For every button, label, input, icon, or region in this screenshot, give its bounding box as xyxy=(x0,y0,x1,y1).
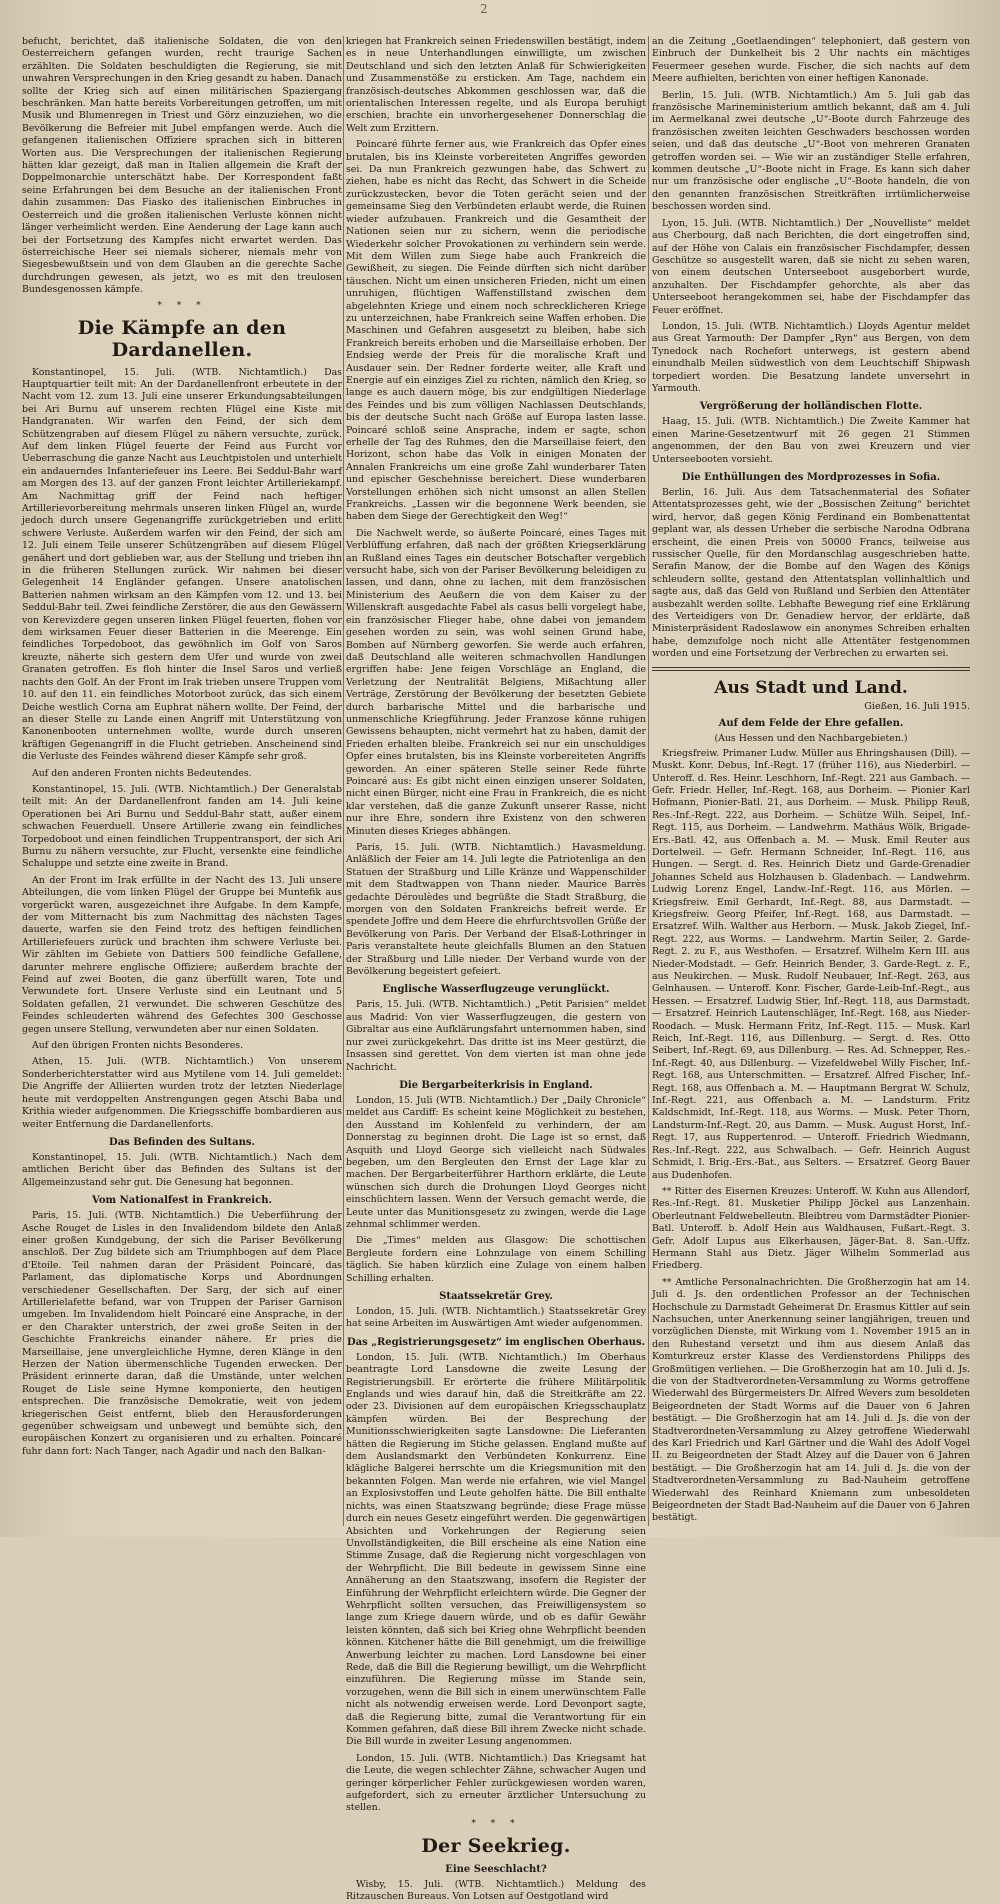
headline-sultan: Das Befinden des Sultans. xyxy=(109,1136,255,1148)
article-paragraph: London, 15. Juli. (WTB. Nichtamtlich.) Lloyds Agentur meldet aus Great Yarmouth: Der Dampfer „Ryn“ aus Bergen, von dem Tynedock nach Rochefort unterwegs, ist gestern abend einundhalb Meilen südwestlich von dem Leuchtschiff Shipwash torpediert worden. Die Besatzung landete unversehrt in Yarmouth. xyxy=(652,320,970,394)
subheadline-seeschlacht: Eine Seeschlacht? xyxy=(445,1863,547,1875)
article-paragraph: an die Zeitung „Goetlaendingen“ telephoniert, daß gestern von Einbruch der Dunkelheit bis 2 Uhr nachts ein mächtiges Feuermeer gesehen wurde. Fischer, die sich nachts auf dem Meere aufhielten, berichten von einer heftigen Kanonade. xyxy=(652,36,970,85)
article-paragraph: Berlin, 15. Juli. (WTB. Nichtamtlich.) Am 5. Juli gab das französische Marineministerium amtlich bekannt, daß am 4. Juli im Aermelkanal zwei deutsche „U“-Boote durch Fahrzeuge des französischen zweiten leichten Geschwaders beschossen worden seien, und daß das deutsche „U“-Boot von mehreren Granaten getroffen worden sei. — Wie wir an zuständiger Stelle erfahren, kommen deutsche „U“-Boote nicht in Frage. Es kann sich daher nur um französische oder englische „U“-Boote handeln, die von den genannten französischen Streitkräften irrtümlicherweise beschossen worden sind. xyxy=(652,89,970,213)
article-paragraph: Paris, 15. Juli. (WTB. Nichtamtlich.) Die Ueberführung der Asche Rouget de Lisles in den Invalidendom bildete den Anlaß einer großen Kundgebung, der sich die Pariser Bevölkerung anschloß. Der Zug bildete sich am Triumphbogen auf dem Place d'Etoile. Teil nahmen daran der Präsident Poincaré, das Parlament, das diplomatische Korps und Abordnungen verschiedener Gesellschaften. Der Sarg, der sich auf einer Artillerielafette befand, war von Truppen der Pariser Garnison umgeben. Im Invalidendom hielt Poincaré eine Ansprache, in der er den Charakter unterstrich, der zwei große Seiten in der Geschichte Frankreichs einander nähere. Er pries die Marseillaise, jene unvergleichliche Hymne, deren Klänge in den Herzen der Nation übermenschliche Tugenden erwecken. Der Präsident erinnerte daran, daß die Umstände, unter welchen Rouget de Lisle seine Hymne komponierte, den heutigen entsprechen. Die französische Demokratie, weit von jedem kriegerischen Geist entfernt, blieb den Herausforderungen gegenüber schweigsam und unbewegt und bemühte sich, den europäischen Konzert zu organisieren und zu erhalten. Poincaré fuhr dann fort: Nach Tanger, nach Agadir und nach den Balkan- xyxy=(22,1210,342,1457)
article-paragraph: Auf den anderen Fronten nichts Bedeutendes. xyxy=(32,767,252,779)
article-paragraph: London, 15. Juli (WTB. Nichtamtlich.) Der „Daily Chronicle“ meldet aus Cardiff: Es scheint keine Möglichkeit zu bestehen, den Ausstand im Kohlenfeld zu verhindern, der am Donnerstag zu beginnen droht. Die Lage ist so ernst, daß Asquith und Lloyd George sich vielleicht nach Südwales begeben, um den Bergleuten den Ernst der Lage klar zu machen. Der Bergarbeiterführer Harthorn erklärte, die Leute wünschen sich durch die Drohungen Lloyd Georges nicht einschüchtern lassen. Wenn der Versuch gemacht werde, die Leute unter das Munitionsgesetz zu zwingen, werde die Lage zehnmal schlimmer werden. xyxy=(346,1094,646,1230)
column-divider xyxy=(648,36,649,1526)
article-paragraph: London, 15. Juli. (WTB. Nichtamtlich.) Im Oberhaus beantragte Lord Lansdowne die zweite Lesung der Registrierungsbill. Er erörterte die frühere Militärpolitik Englands und wies darauf hin, daß die Streitkräfte am 22. oder 23. Divisionen auf dem europäischen Kriegsschauplatz kämpfen würden. Bei der Besprechung der Munitionsschwierigkeiten sagte Lansdowne: Die Lieferanten hätten die Regierung im Stiche gelassen. England mußte auf dem Auslandsmarkt den Verbündeten Konkurrenz. Eine klägliche Balgerei herrschte um die Kriegsmunition mit den bekannten Folgen. Man werde nie erfahren, wie viel Mangel an Explosivstoffen und Leute geholfen hätte. Die Bill enthalte nichts, was einen Staatszwang begründe; diese Frage müsse durch ein neues Gesetz eingeführt werden. Die gegenwärtigen Absichten und Vorkehrungen der Regierung seien Unvollständigkeiten, die Bill erscheine als eine Nation eine Stimme Zusage, daß die Regierung nicht vorgeschlagen von der Wehrpflicht. Die Bill bedeute in gewissem Sinne eine Annäherung an den Staatszwang, insofern die Register der Einführung der Wehrpflicht erleichtern würde. Die Gegner der Wehrpflicht sollten versuchen, das Freiwilligensystem so lange zum Kriege dauern würde, und ob es dafür Gewähr leisten könnten, daß sich bei Krieg ohne Wehrpflicht beenden können. Kitchener hätte die Bill genehmigt, um die freiwillige Anwerbung leichter zu machen. Lord Lansdowne bei einer Rede, daß die Bill die Regierung bewilligt, um die Wehrpflicht einzuführen. Die Regierung müsse im Stande sein, vorzugehen, wenn die Bill sich in einem unerwünschtem Falle nicht als notwendig erweisen werde. Lord Devonport sagte, daß die Regierung bitte, zumal die Verantwortung für ein Kommen gefahren, daß diese Bill ihrem Zwecke nicht schade. Die Bill wurde in zweiter Lesung angenommen. xyxy=(346,1351,646,1748)
article-paragraph: Die Nachwelt werde, so äußerte Poincaré, eines Tages mit Verblüffung erfahren, daß nach der größten Kriegserklärung an Rußland eines Tages ein deutscher Botschafter vergeblich versucht habe, sich von der Pariser Bevölkerung beleidigen zu lassen, und dann, ohne zu lachen, mit dem französischen Ministerium des Aeußern die von dem Kaiser zu der Willenskraft ausgedachte Fabel als casus belli vorgelegt habe, ein französischer Flieger habe, ohne dabei von jemandem gesehen worden zu sein, was wohl seinen Grund habe, Bomben auf Nürnberg geworfen. Sie werde auch erfahren, daß Deutschland alle weiteren schmachvollen Handlungen ergriffen habe: Jene feigen Vorschläge an England, die Verletzung der Neutralität Belgiens, Mißachtung aller Verträge, Zerstörung der Bevölkerung der besetzten Gebiete durch barbarische Mittel und die barbarische und unmenschliche Kriegführung. Jeder Franzose könne ruhigen Gewissens behaupten, nicht vermehrt hat zu haben, damit der Frieden erhalten bleibe. Frankreich sei nur ein unschuldiges Opfer eines brutalsten, bis ins Kleinste vorbereiteten Angriffs geworden. An einer späteren Stelle seiner Rede führte Poincaré aus: Es gibt nicht einen einzigen unserer Soldaten, nicht einen Bürger, nicht eine Frau in Frankreich, die es nicht klar verstehen, daß die ganze Zukunft unserer Rasse, nicht nur ihre Ehre, sondern ihre Existenz von den schweren Minuten dieses Krieges abhängen. xyxy=(346,527,646,837)
headline-grey: Staatssekretär Grey. xyxy=(439,1291,553,1302)
headline-seekrieg: Der Seekrieg. xyxy=(421,1834,571,1857)
article-paragraph: Konstantinopel, 15. Juli. (WTB. Nichtamtlich.) Das Hauptquartier teilt mit: An der Dardanellenfront erbeutete in der Nacht vom 12. zum 13. Juli eine unserer Erkundungsabteilungen bei Ari Burnu auf unserem rechten Flügel eine Kiste mit Handgranaten. Wir warfen den Feind, der sich dem Schützengraben auf diesem Flügel zu nähern versuchte, zurück. Auf dem linken Flügel feuerte der Feind aus Furcht vor Ueberraschung die ganze Nacht aus Leuchtpistolen und unterhielt ein andauerndes Infanteriefeuer ins Leere. Bei Seddul-Bahr warf am Morgen des 13. auf der ganzen Front leichter Artilleriekampf. Am Nachmittag griff der Feind nach heftiger Artillerievorbereitung mehrmals unseren linken Flügel an, wurde jedoch durch unsere Gegenangriffe zurückgetrieben und erlitt schwere Verluste. Außerdem warfen wir den Feind, der sich am 12. Juli einem Teile unserer Schützengräben auf diesem Flügel genähert und dort geblieben war, aus der Stellung und trieben ihn in die früheren Stellungen zurück. Wir nahmen bei dieser Gelegenheit 14 Engländer gefangen. Unsere anatolischen Batterien nahmen wirksam an den Kämpfen vom 12. und 13. bei Seddul-Bahr teil. Zwei feindliche Zerstörer, die aus den Gewässern von Kerevizdere gegen unseren linken Flügel feuerten, flohen vor dem wirksamen Feuer dieser Batterien in die Meerenge. Ein feindliches Torpedoboot, das gewöhnlich im Golf von Saros kreuzte, näherte sich gestern dem Ufer und wurde von zwei Granaten getroffen. Es floh hinter die Insel Saros und verließ nachts den Golf. An der Front im Irak trieben unsere Truppen vom 10. auf den 11. ein feindliches Motorboot zurück, das sich einem Deiche westlich Corna am Euphrat nähern wollte. Der Feind, der an dieser Stelle zu Lande einen Angriff mit Unterstützung von Kanonenbooten unternehmen wollte, wurde durch unseren kräftigen Gegenangriff in die Flucht getrieben. Anscheinend sind die Verluste des Feindes während dieser Kämpfe sehr groß. xyxy=(22,366,342,763)
article-paragraph: Paris, 15. Juli. (WTB. Nichtamtlich.) Havasmeldung. Anläßlich der Feier am 14. Juli legte die Patriotenliga an den Statuen der Straßburg und Lille Kränze und Wappenschilder mit dem Stadtwappen von Thann nieder. Maurice Barrès gedachte Déroulèdes und begrüßte die Stadt Straßburg, die morgen von den Soldaten Frankreichs befreit werde. Er spendete Joffre und dem Heere die ehrfurchtsvollen Grüße der Bevölkerung von Paris. Der Verband der Elsaß-Lothringer in Paris veranstaltete heute gleichfalls Blumen an den Statuen der Straßburg und Lille nieder. Der Verband wurde von der Bevölkerung begeistert gefeiert. xyxy=(346,842,646,978)
casualty-list: Kriegsfreiw. Primaner Ludw. Müller aus Ehringshausen (Dill). — Muskt. Konr. Debus, Inf.-Regt. 17 (früher 116), aus Niederbirl. — Unteroff. d. Res. Heinr. Leschhorn, Inf.-Regt. 221 aus Gambach. — Gefr. Friedr. Heller, Inf.-Regt. 168, aus Dorheim. — Pionier Karl Hofmann, Pionier-Batl. 21, aus Dorheim. — Musk. Philipp Reuß, Res.-Inf.-Regt. 222, aus Dorheim. — Schütze Wilh. Seipel, Inf.-Regt. 115, aus Dorheim. — Landwehrm. Mathäus Wölk, Brigade-Ers.-Batl. 42, aus Offenbach a. M. — Musk. Emil Reuter aus Dortelweil. — Gefr. Hermann Schneider, Inf.-Regt. 116, aus Hungen. — Sergt. d. Res. Heinrich Dietz und Garde-Grenadier Johannes Scheld aus Holzhausen b. Gladenbach. — Landwehrm. Ludwig Lorenz Engel, Landw.-Inf.-Regt. 116, aus Mörlen. — Kriegsfreiw. Emil Gerhardt, Inf.-Regt. 88, aus Darmstadt. — Kriegsfreiw. Georg Pfeifer, Inf.-Regt. 168, aus Darmstadt. — Ersatzref. Wilh. Walther aus Herborn. — Musk. Jakob Ziegel, Inf.-Regt. 222, aus Worms. — Landwehrm. Martin Seiler, 2. Garde-Regt. 2. zu F., aus Westhofen. — Ersatzref. Wilhelm Kern III. aus Nieder-Modstadt. — Gefr. Heinrich Bender, 3. Garde-Regt. z. F., aus Neukirchen. — Musk. Rudolf Neubauer, Inf.-Regt. 263, aus Gelnhausen. — Unteroff. Konr. Fischer, Garde-Leib-Inf.-Regt., aus Hessen. — Ersatzref. Ludwig Stier, Inf.-Regt. 118, aus Darmstadt. — Ersatzref. Heinrich Lautenschläger, Inf.-Regt. 168, aus Nieder-Roodach. — Musk. Hermann Fritz, Inf.-Regt. 115. — Musk. Karl Reich, Inf.-Regt. 116, aus Dillenburg. — Sergt. d. Res. Otto Seibert, Inf.-Regt. 69, aus Dillenburg. — Res. Ad. Schnepper, Res.-Inf.-Regt. 40, aus Dillenburg. — Vizefeldwebel Willy Fischer, Inf.-Regt. 168, aus Unterschmitten. — Ersatzref. Alfred Fischer, Inf.-Regt. 168, aus Offenbach a. M. — Hauptmann Bergrat W. Schulz, Inf.-Regt. 221, aus Offenbach a. M. — Landsturm. Fritz Kaldschmidt, Inf.-Regt. 118, aus Worms. — Musk. Peter Thorn, Landsturm-Inf.-Regt. 20, aus Damm. — Musk. August Horst, Inf.-Regt. 17, aus Ruppertenrod. — Unteroff. Friedrich Wiedmann, Res.-Inf.-Regt. 222, aus Schwalbach. — Gefr. Heinrich August Schmidt, I. Brig.-Ers.-Bat., aus Selters. — Ersatzref. Georg Bauer aus Dudenhofen. xyxy=(652,747,970,1181)
article-paragraph: London, 15. Juli. (WTB. Nichtamtlich.) Staatssekretär Grey hat seine Arbeiten im Auswärtigen Amt wieder aufgenommen. xyxy=(346,1306,646,1330)
section-title: Aus Stadt und Land. xyxy=(714,677,908,698)
subheadline: (Aus Hessen und den Nachbargebieten.) xyxy=(714,732,908,744)
column-left xyxy=(22,36,342,1526)
headline-wasserflugzeuge: Englische Wasserflugzeuge verunglückt. xyxy=(382,984,610,996)
headline-sofia: Die Enthüllungen des Mordprozesses in Sofia. xyxy=(681,472,941,483)
separator-stars: * * * xyxy=(157,300,207,311)
article-paragraph: Haag, 15. Juli. (WTB. Nichtamtlich.) Die Zweite Kammer hat einen Marine-Gesetzentwurf mit 26 gegen 21 Stimmen angenommen, der den Bau von zwei Kreuzern und vier Unterseebooten vorsieht. xyxy=(652,416,970,465)
article-paragraph: Poincaré führte ferner aus, wie Frankreich das Opfer eines brutalen, bis ins Kleinste vorbereiteten Angriffes geworden sei. Da nun Frankreich gezwungen habe, das Schwert zu ziehen, habe es nicht das Recht, das Schwert in die Scheide zurückzustecken, bevor die Toten gerächt seien und der gemeinsame Sieg den Verbündeten erlaubt werde, die Ruinen wieder aufzubauen. Frankreich und die Gesamtheit der Nationen seien nur zu sichern, wenn die periodische Wiederkehr solcher Provokationen zu verhindern sein werde. Mit dem Willen zum Siege habe auch Frankreich die Gewißheit, zu siegen. Die Feinde dürften sich nicht darüber täuschen. Nicht um einen unsicheren Frieden, nicht um einen unruhigen, flüchtigen Waffenstillstand zwischen dem abgelehnten Kriege und einem noch schrecklicheren Kriege zu unterzeichnen, habe Frankreich seine Waffen erhoben. Die Maschinen und Gefahren ausgesetzt zu bleiben, habe sich Frankreich bereits erhoben und die Marseillaise erhoben. Der Endsieg werde der Preis für die moralische Kraft und Ausdauer sein. Der Redner forderte weiter, alle Kraft und Energie auf ein einziges Ziel zu richten, nämlich den Krieg, so lange es auch dauern möge, bis zur endgültigen Niederlage des Feindes und bis zum völligen Nachlassen Deutschlands, bis der deutsche Sucht nach Größe auf Europa lasten lasse. Poincaré schloß seine Ansprache, indem er sagte, schon erhelle der Tag des Ruhmes, den die Marseillaise feiert, den Horizont, schon habe das Volk in einigen Monaten der Annalen Frankreichs um eine große Zahl wunderbarer Taten und epischer Geschehnisse bereichert. Diese wunderbaren Vorstellungen erhöhen sich nicht umsonst an allen Stellen Frankreichs. „Lassen wir die begonnene Werk beenden, sie haben dem Siege der Gerechtigkeit den Weg!“ xyxy=(346,139,646,523)
separator-stars: * * * xyxy=(471,1818,521,1829)
article-continuation: befucht, berichtet, daß italienische Soldaten, die von den Oesterreichern gefangen wurden, recht traurige Sachen erzählten. Die Soldaten beschuldigten die Regierung, sie mit unwahren Versprechungen in den Krieg gesandt zu haben. Danach sollte der Krieg sich auf einen militärischen Spaziergang beschränken. Man hatte bereits Vorbereitungen getroffen, um mit Musik und Blumenregen in Triest und Görz einzuziehen, wo die Bevölkerung die Befreier mit Jubel empfangen werde. Auch die gefangenen italienischen Offiziere sprachen sich in bitteren Worten aus. Die Versprechungen der italienischen Regierung hätten klar gezeigt, daß man in Italien allgemein die Kraft der Doppelmonarchie unterschätzt habe. Der Korrespondent faßt seine Erfahrungen bei dem Besuche an der italienischen Front dahin zusammen: Das Fiasko des italienischen Einbruches in Oesterreich und die großen italienischen Verluste können nicht länger verheimlicht werden. Eine Aenderung der Lage kann auch bei der Fortsetzung des Kampfes nicht erwartet werden. Das österreichische Heer sei niemals sicherer, niemals mehr von Siegesbewußtsein und von dem Glauben an die gerechte Sache durchdrungen gewesen, als jetzt, wo es mit den treulosen Bundesgenossen kämpfe. xyxy=(22,36,342,296)
headline-bergarbeiter: Die Bergarbeiterkrisis in England. xyxy=(399,1079,593,1091)
headline-nationalfest: Vom Nationalfest in Frankreich. xyxy=(92,1195,272,1207)
article-paragraph: ** Ritter des Eisernen Kreuzes: Unteroff. W. Kuhn aus Allendorf, Res.-Inf.-Regt. 81. Musketier Philipp Jöckel aus Lanzenhain. Oberleutnant Feldwebelleutn. Bleibtreu vom Darmstädter Pionier-Batl. Unteroff. b. Adolf Hein aus Waldhausen, Fußart.-Regt. 3. Gefr. Adolf Lupus aus Elkerhausen, Jäger-Bat. 8. San.-Uffz. Hermann Stahl aus Dietz. Jäger Wilhelm Sommerlad aus Friedberg. xyxy=(652,1185,970,1272)
article-paragraph: Athen, 15. Juli. (WTB. Nichtamtlich.) Von unserem Sonderberichterstatter wird aus Mytilene vom 14. Juli gemeldet: Die Angriffe der Alliierten wurden trotz der letzten Niederlage heute mit verdoppelten Anstrengungen gegen Atschi Baba und Krithia wieder aufgenommen. Die Kriegsschiffe bombardieren aus weiter Entfernung die Dardanellenforts. xyxy=(22,1056,342,1130)
section-divider xyxy=(652,667,970,671)
headline-ehre: Auf dem Felde der Ehre gefallen. xyxy=(718,717,904,729)
article-paragraph: Berlin, 16. Juli. Aus dem Tatsachenmaterial des Sofiater Attentatsprozesses geht, wie der „Bossischen Zeitung“ berichtet wird, hervor, daß gegen König Ferdinand ein Bombenattentat geplant war, als dessen Urheber die serbische Narodna Odbrana erscheint, die einen Preis von 50000 Francs, teilweise aus russischer Quelle, für den Mordanschlag ausgeschrieben hatte. Serafin Manow, der die Bombe auf den Wagen des Königs schleudern sollte, gestand den Attentatsplan vollinhaltlich und sagte aus, daß das Geld von Rußland und Serbien den Attentäter ausbezahlt werden sollte. Lebhafte Bewegung rief eine Erklärung des Verteidigers von Dr. Genadiew hervor, der erklärte, daß Ministerpräsident Radoslawow ein anonymes Schreiben erhalten habe, demzufolge noch nicht alle Attentäter festgenommen worden und eine Fortsetzung der Verbrechen zu erwarten sei. xyxy=(652,487,970,660)
article-paragraph: ** Amtliche Personalnachrichten. Die Großherzogin hat am 14. Juli d. Js. den ordentlichen Professor an der Technischen Hochschule zu Darmstadt Geheimerat Dr. Erasmus Kittler auf sein Nachsuchen, unter Anerkennung seiner langjährigen, treuen und vorzüglichen Dienste, mit Wirkung vom 1. November 1915 an in den Ruhestand versetzt und ihm aus diesem Anlaß das Komturkreuz erster Klasse des Verdienstordens Philipps des Großmütigen verliehen. — Die Großherzogin hat am 10. Juli d. Js. die von der Stadtverordneten-Versammlung zu Worms getroffene Wiederwahl des Bürgermeisters Dr. Alfred Wevers zum besoldeten Beigeordneten der Stadt Worms auf die Dauer von 6 Jahren bestätigt. — Die Großherzogin hat am 14. Juli d. Js. die von der Stadtverordneten-Versammlung zu Alzey getroffene Wiederwahl des Karl Friedrich und Karl Gärtner und die Wahl des Adolf Vogel II. zu Beigeordneten der Stadt Alzey auf die Dauer von 6 Jahren bestätigt. — Die Großherzogin hat am 14. Juli d. Js. die von der Stadtverordneten-Versammlung zu Bad-Nauheim getroffene Wiederwahl des Reinhard Kniemann zum unbesoldeten Beigeordneten der Stadt Bad-Nauheim auf die Dauer von 6 Jahren bestätigt. xyxy=(652,1276,970,1524)
article-paragraph: Lyon, 15. Juli. (WTB. Nichtamtlich.) Der „Nouvelliste“ meldet aus Cherbourg, daß nach Berichten, die dort eingetroffen sind, auf der Höhe von Calais ein französischer Fischdampfer, dessen Geschütze so ausgestellt waren, daß sie nicht zu sehen waren, von einem deutschen Unterseeboot ausgeborbert wurde, anzuhalten. Der Fischdampfer gehorchte, als aber das Unterseeboot herangekommen sei, habe der Fischdampfer das Feuer eröffnet. xyxy=(652,217,970,316)
article-paragraph: Konstantinopel, 15. Juli. (WTB. Nichtamtlich.) Nach dem amtlichen Bericht über das Befinden des Sultans ist der Allgemeinzustand sehr gut. Die Genesung hat begonnen. xyxy=(22,1151,342,1188)
article-paragraph: Wisby, 15. Juli. (WTB. Nichtamtlich.) Meldung des Ritzauschen Bureaus. Von Lotsen auf Oestgotland wird xyxy=(346,1878,646,1903)
article-paragraph: Konstantinopel, 15. Juli. (WTB. Nichtamtlich.) Der Generalstab teilt mit: An der Dardanellenfront fanden am 14. Juli keine Operationen bei Ari Burnu und Seddul-Bahr statt, außer einem schwachen Feuerduell. Unsere Artillerie zwang ein feindliches Torpedoboot und einen feindlichen Truppentransport, der sich Ari Burnu zu nähern versuchte, zur Flucht, versenkte eine feindliche Schaluppe und setzte eine zweite in Brand. xyxy=(22,783,342,870)
article-paragraph: An der Front im Irak erfüllte in der Nacht des 13. Juli unsere Abteilungen, die vom linken Flügel der Gruppe bei Muntefik aus vorgerückt waren, ausgezeichnet ihre Aufgabe. In dem Kampfe, der vom Mitternacht bis zum Nachmittag des nächsten Tages dauerte, warfen sie den Feind trotz des heftigen feindlichen Artilleriefeuers zurück und brachten ihm schwere Verluste bei. Wir zählten im Gebiete von Dattiers 500 feindliche Gefallene, darunter mehrere englische Offiziere; außerdem brachte der Feind auf zwei Booten, die ganz überfüllt waren, Tote und Verwundete fort. Unsere Verluste sind ein Leutnant und 5 Soldaten gefallen, 21 verwundet. Die schweren Geschütze des Feindes schleuderten während des Gefechtes 300 Geschosse gegen unsere Stellung, verwundeten aber nur einen Soldaten. xyxy=(22,874,342,1035)
headline-registrierung: Das „Registrierungsgesetz“ im englischen Oberhaus. xyxy=(346,1336,646,1348)
article-paragraph: Die „Times“ melden aus Glasgow: Die schottischen Bergleute fordern eine Lohnzulage von einem Schilling täglich. Sie haben kürzlich eine Zulage von einem halben Schilling erhalten. xyxy=(346,1235,646,1284)
dateline: Gießen, 16. Juli 1915. xyxy=(864,700,970,712)
column-middle xyxy=(346,36,646,1903)
headline-flotte: Vergrößerung der holländischen Flotte. xyxy=(699,401,923,413)
page-number: 2 xyxy=(480,2,488,16)
column-divider xyxy=(343,36,344,1526)
headline-dardanellen: Die Kämpfe an den Dardanellen. xyxy=(77,316,287,361)
article-paragraph: Auf den übrigen Fronten nichts Besonderes. xyxy=(32,1040,244,1052)
article-paragraph: Paris, 15. Juli. (WTB. Nichtamtlich.) „Petit Parisien“ meldet aus Madrid: Von vier Wasserflugzeugen, die gestern von Gibraltar aus eine Aufklärungsfahrt unternommen haben, sind nur zwei zurückgekehrt. Das dritte ist ins Meer gestürzt, die Insassen sind gerettet. Von dem vierten ist man ohne jede Nachricht. xyxy=(346,999,646,1073)
article-paragraph: kriegen hat Frankreich seinen Friedenswillen bestätigt, indem es in neue Unterhandlungen einwilligte, um zwischen Deutschland und sich den letzten Anlaß für Schwierigkeiten und Zusammenstöße zu ersticken. Am Tage, nachdem ein französisch-deutsches Abkommen geschlossen war, daß die orientalischen Interessen regelte, und als Europa beruhigt erschien, brachte ein unvorhergesehener Donnerschlag die Welt zum Erzittern. xyxy=(346,36,646,134)
article-paragraph: London, 15. Juli. (WTB. Nichtamtlich.) Das Kriegsamt hat die Leute, die wegen schlechter Zähne, schwacher Augen und geringer körperlicher Fehler zurückgewiesen worden waren, aufgefordert, sich zu erneuter ärztlicher Untersuchung zu stellen. xyxy=(346,1752,646,1814)
column-right xyxy=(652,36,970,1526)
